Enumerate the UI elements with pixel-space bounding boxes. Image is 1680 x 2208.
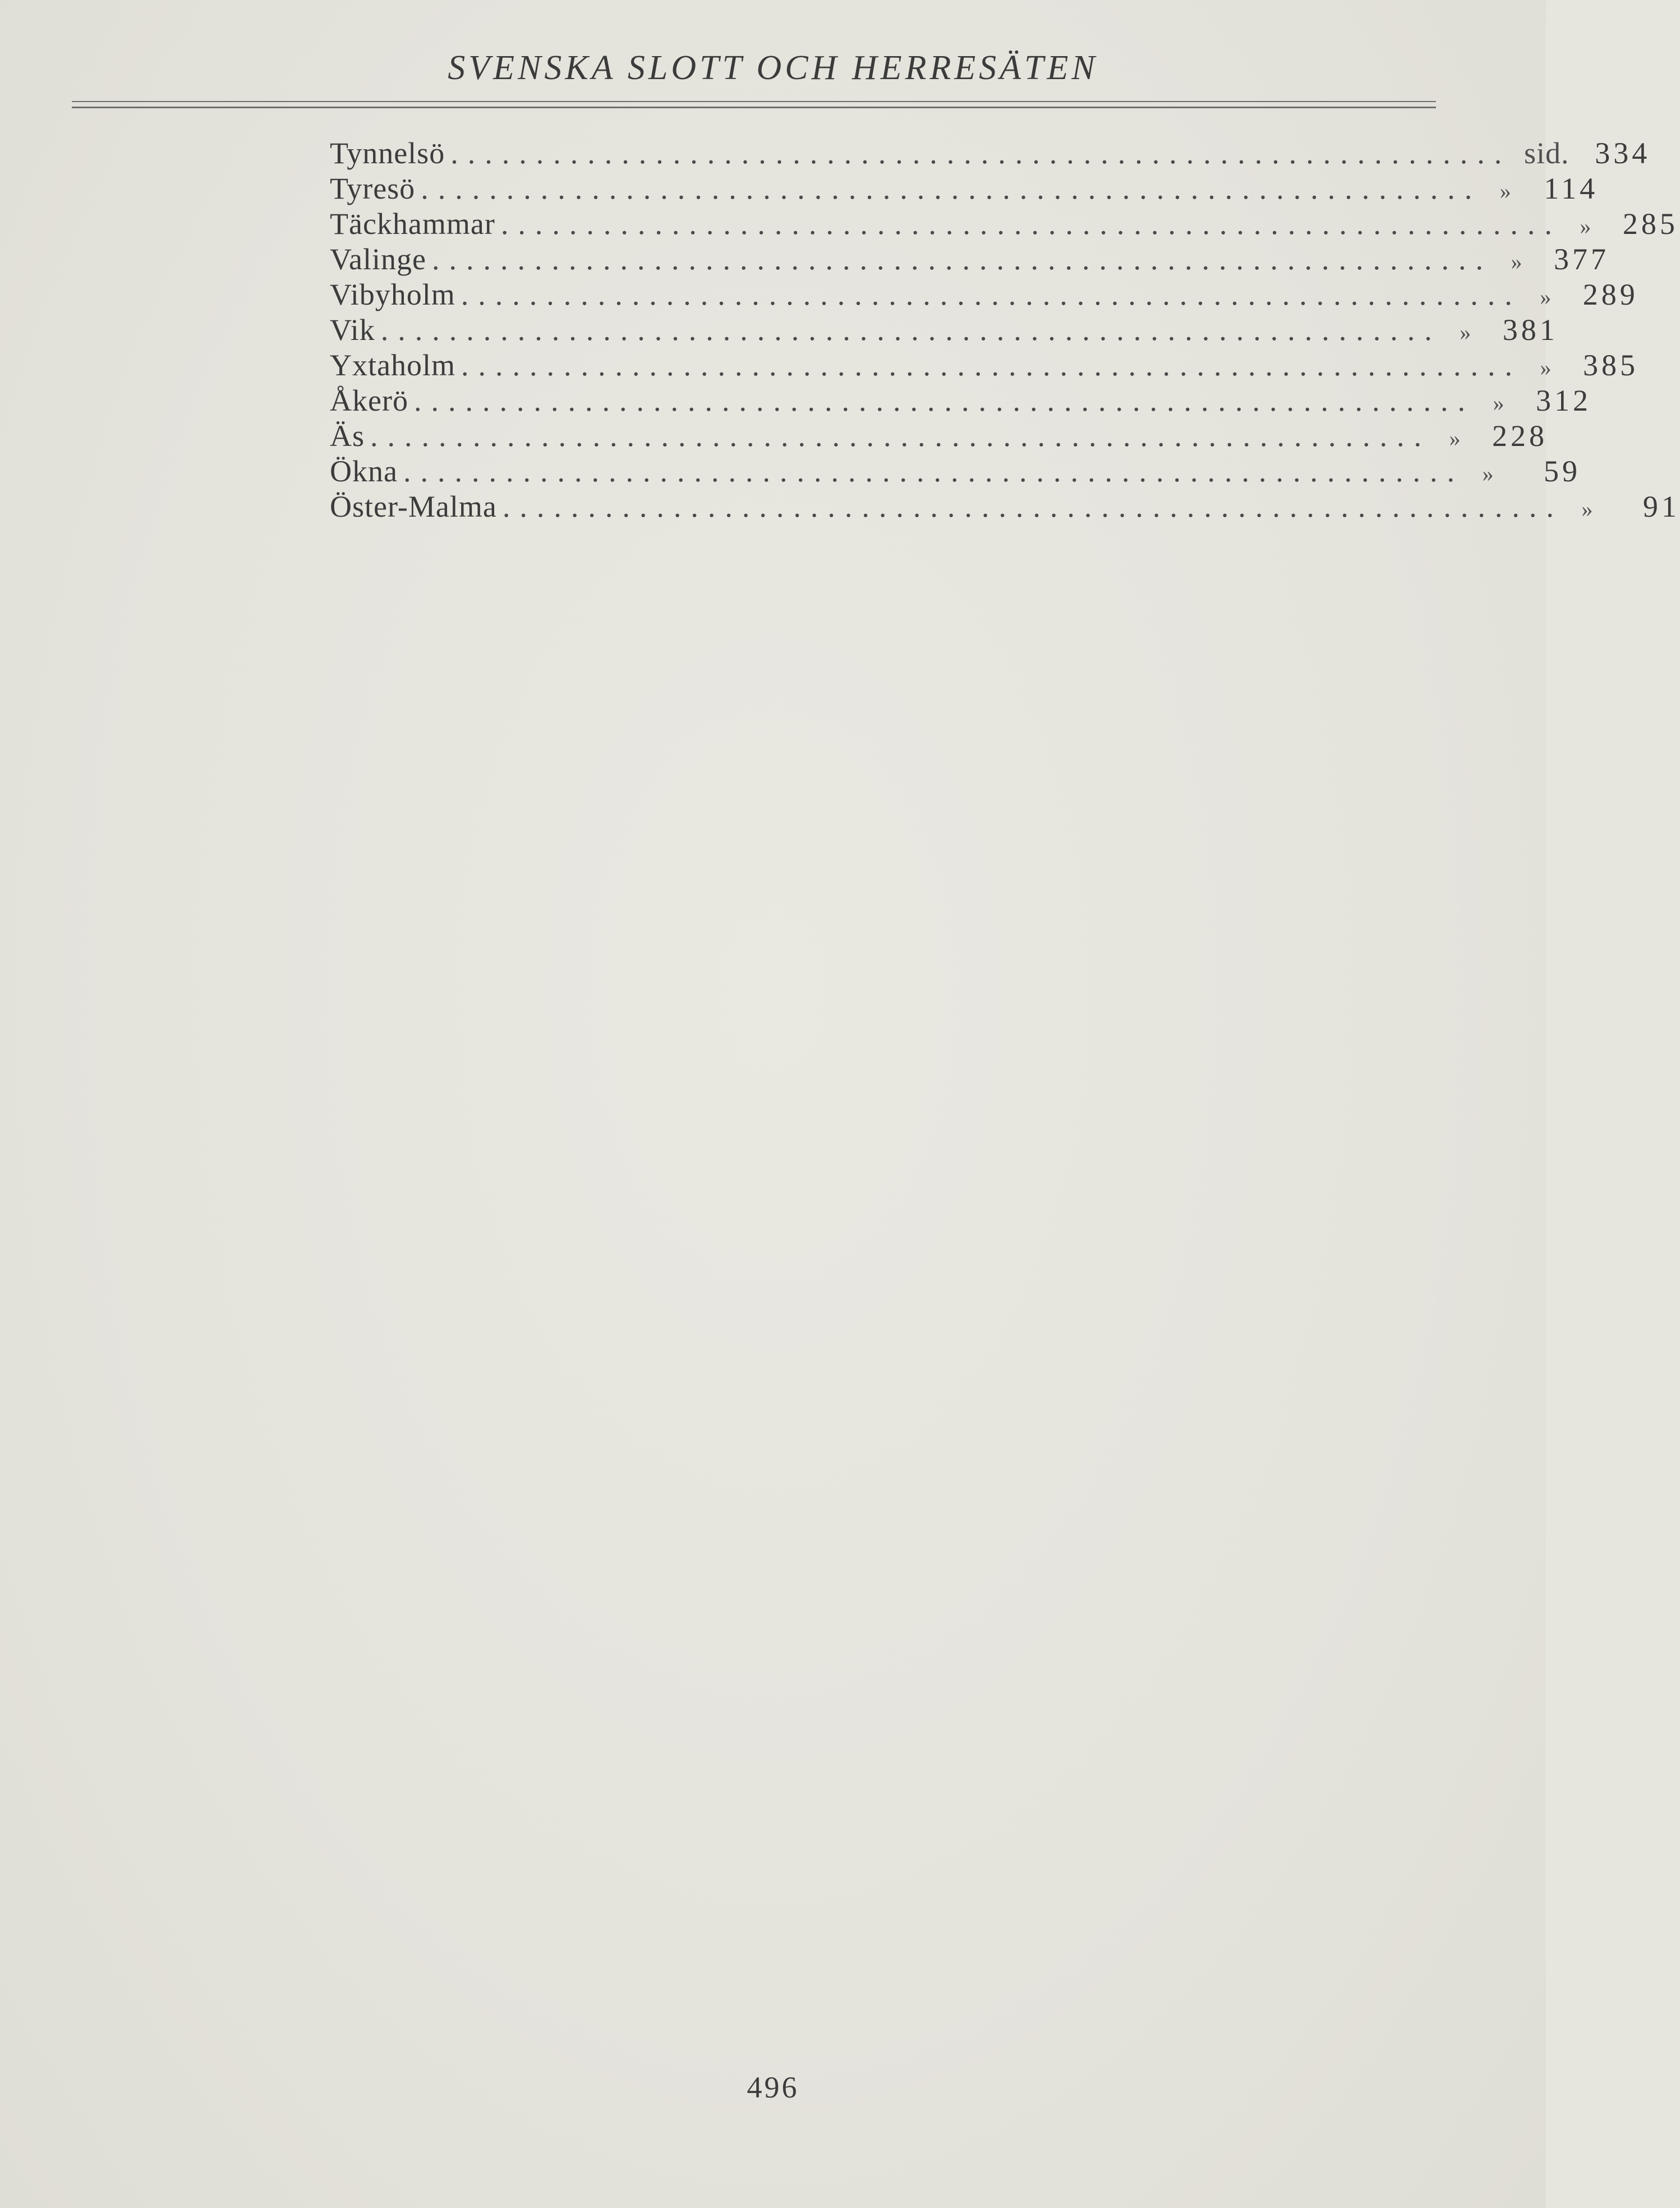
entry-page-number: 228 xyxy=(1492,419,1548,453)
index-entry xyxy=(330,348,1638,383)
dot-leader: .............................................................. xyxy=(403,454,1464,488)
dot-leader: .............................................................. xyxy=(461,348,1522,382)
entry-page-number: 59 xyxy=(1543,454,1581,488)
ditto-mark: » xyxy=(1493,390,1505,416)
index-entry xyxy=(330,242,1609,277)
page-ref-label: sid. xyxy=(1523,136,1569,170)
index-entry xyxy=(330,136,1651,171)
entry-name: Täckhammar xyxy=(330,207,495,241)
entry-name: Äs xyxy=(330,419,365,453)
dot-leader: .............................................................. xyxy=(413,384,1475,417)
dot-leader: .............................................................. xyxy=(450,136,1512,170)
ditto-mark: » xyxy=(1540,355,1552,380)
entry-name: Vik xyxy=(330,313,375,347)
dot-leader: .............................................................. xyxy=(370,419,1432,453)
entry-name: Ökna xyxy=(330,454,398,488)
ditto-mark: » xyxy=(1581,496,1594,522)
ditto-mark: » xyxy=(1511,249,1523,274)
entry-page-number: 289 xyxy=(1582,278,1638,311)
entry-name: Vibyholm xyxy=(330,278,455,311)
dot-leader: .............................................................. xyxy=(431,242,1493,276)
dot-leader: .............................................................. xyxy=(502,490,1563,523)
entry-name: Öster-Malma xyxy=(330,490,497,523)
entry-name: Yxtaholm xyxy=(330,348,455,382)
entry-page-number: 91 xyxy=(1642,490,1680,523)
index-entry xyxy=(330,312,1558,348)
dot-leader: .............................................................. xyxy=(461,278,1522,311)
entry-page-number: 377 xyxy=(1553,242,1609,276)
entry-page-number: 334 xyxy=(1595,136,1651,170)
entry-page-number: 385 xyxy=(1582,348,1638,382)
ditto-mark: » xyxy=(1499,178,1512,204)
dot-leader: .............................................................. xyxy=(421,172,1482,205)
header-rule-thick xyxy=(72,107,1436,108)
header-rule-thin xyxy=(72,101,1436,102)
ditto-mark: » xyxy=(1449,426,1461,451)
entry-name: Tyresö xyxy=(330,172,416,205)
page-number: 496 xyxy=(747,2071,799,2104)
ditto-mark: » xyxy=(1580,214,1592,239)
index-entry xyxy=(330,277,1638,312)
running-title: SVENSKA SLOTT OCH HERRESÄTEN xyxy=(448,49,1098,87)
index-entry xyxy=(330,489,1680,525)
dot-leader: .............................................................. xyxy=(500,207,1562,241)
index-list xyxy=(330,136,1680,525)
entry-page-number: 285 xyxy=(1622,207,1678,241)
index-entry xyxy=(330,171,1599,206)
entry-name: Åkerö xyxy=(330,384,408,417)
ditto-mark: » xyxy=(1482,461,1494,486)
entry-name: Tynnelsö xyxy=(330,136,445,170)
index-entry xyxy=(330,206,1678,242)
index-entry xyxy=(330,383,1591,418)
index-entry xyxy=(330,418,1548,454)
entry-page-number: 381 xyxy=(1502,313,1558,347)
entry-page-number: 114 xyxy=(1544,172,1599,205)
entry-name: Valinge xyxy=(330,242,426,276)
index-entry xyxy=(330,454,1581,489)
ditto-mark: » xyxy=(1540,284,1552,310)
entry-page-number: 312 xyxy=(1535,384,1591,417)
dot-leader: .............................................................. xyxy=(380,313,1442,347)
ditto-mark: » xyxy=(1460,320,1472,345)
